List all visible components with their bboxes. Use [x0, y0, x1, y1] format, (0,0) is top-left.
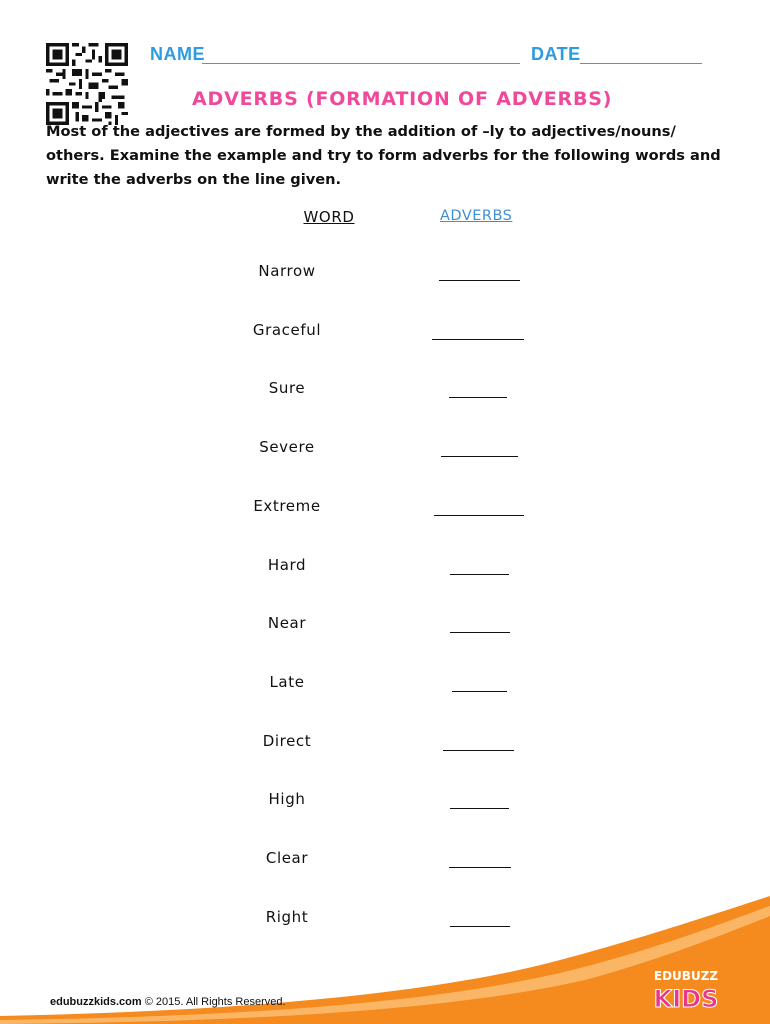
logo-bottom-text: KIDS: [653, 985, 719, 1010]
answer-blank[interactable]: [449, 867, 511, 868]
word-item: Severe: [259, 438, 315, 456]
footer-copyright: [50, 996, 286, 1008]
edubuzz-kids-logo: [640, 966, 732, 1010]
name-field-line[interactable]: [202, 63, 520, 64]
answer-blank[interactable]: [450, 632, 510, 633]
name-label: NAME: [150, 44, 205, 64]
answer-blank[interactable]: [432, 339, 524, 340]
date-label: DATE: [531, 44, 581, 64]
word-item: Sure: [268, 379, 306, 397]
word-item: Hard: [267, 556, 307, 574]
word-item: Clear: [265, 849, 309, 867]
word-item: Extreme: [253, 497, 321, 515]
qr-code-icon: [46, 43, 128, 125]
column-heading-word: WORD: [303, 208, 355, 226]
answer-blank[interactable]: [450, 808, 509, 809]
word-item: Direct: [262, 732, 312, 750]
answer-blank[interactable]: [439, 280, 520, 281]
footer-site: edubuzzkids.com: [50, 996, 142, 1008]
word-item: Right: [265, 908, 309, 926]
footer-rights: 2015. All Rights Reserved.: [155, 996, 286, 1008]
column-heading-adverbs: ADVERBS: [440, 208, 513, 224]
word-item: Graceful: [252, 321, 322, 339]
answer-blank[interactable]: [450, 574, 509, 575]
word-item: Narrow: [258, 262, 316, 280]
worksheet-title: ADVERBS (FORMATION OF ADVERBS): [192, 88, 613, 110]
logo-top-text: EDUBUZZ: [653, 969, 719, 983]
word-item: High: [268, 790, 306, 808]
instructions-text: Most of the adjectives are formed by the addition of –ly to adjectives/nouns/ others. Examine the example and try to form adverbs for the following words and write the adverbs on the line given.: [46, 123, 721, 188]
answer-blank[interactable]: [434, 515, 524, 516]
word-item: Near: [267, 614, 307, 632]
copyright-symbol: ©: [144, 996, 153, 1008]
word-item: Late: [269, 673, 305, 691]
answer-blank[interactable]: [441, 456, 518, 457]
date-field-line[interactable]: [580, 63, 702, 64]
answer-blank[interactable]: [443, 750, 514, 751]
answer-blank[interactable]: [449, 397, 507, 398]
answer-blank[interactable]: [452, 691, 507, 692]
